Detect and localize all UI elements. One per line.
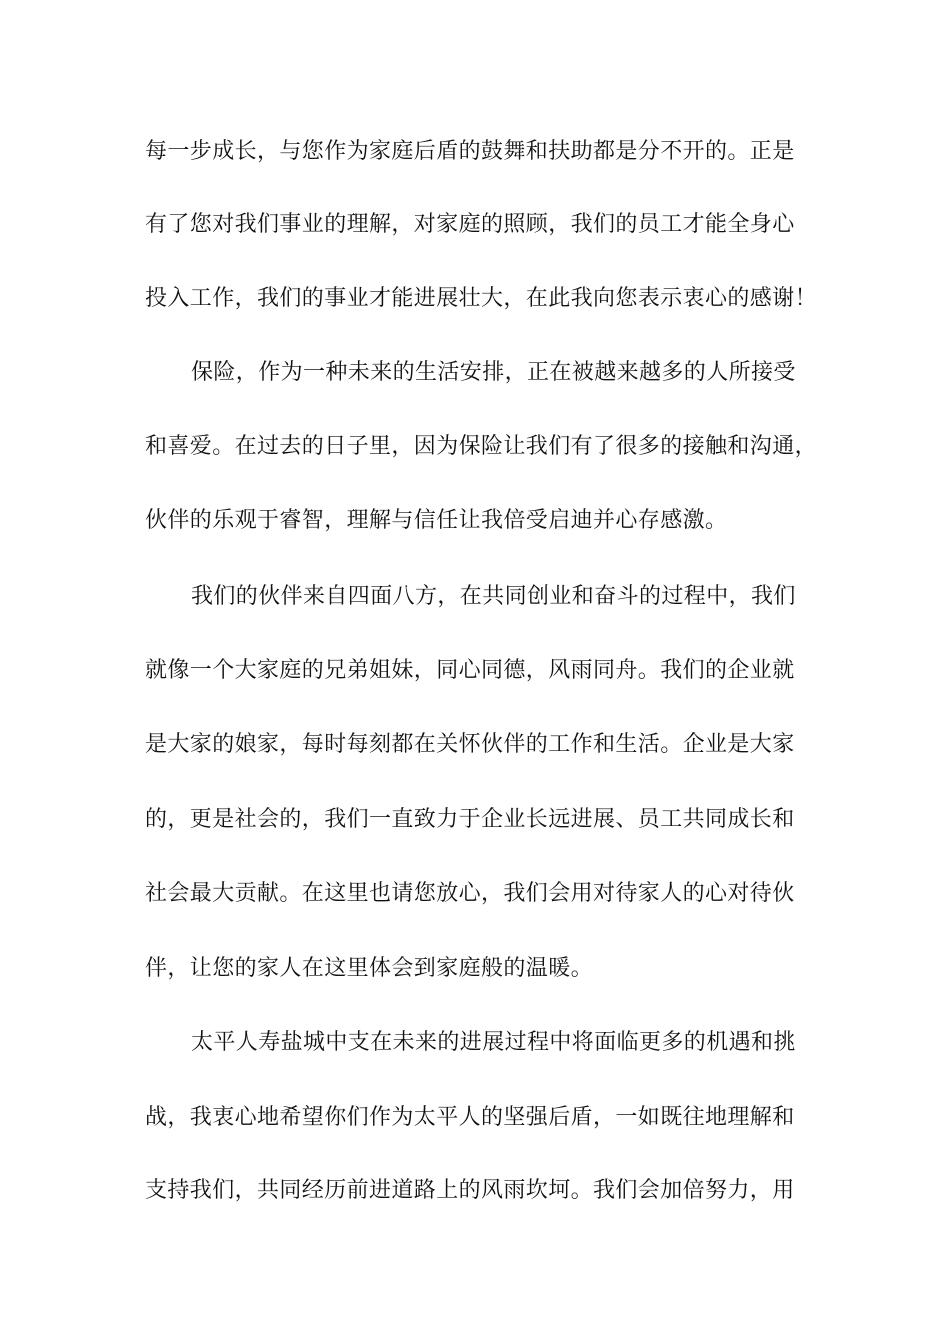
text-line: 投入工作，我们的事业才能进展壮大，在此我向您表示衷心的感谢！ (145, 286, 818, 311)
text-line: 有了您对我们事业的理解，对家庭的照顾，我们的员工才能全身心 (145, 212, 795, 237)
text-line: 就像一个大家庭的兄弟姐妹，同心同德，风雨同舟。我们的企业就 (145, 658, 795, 683)
text-line: 社会最大贡献。在这里也请您放心，我们会用对待家人的心对待伙 (145, 881, 795, 906)
text-line: 每一步成长，与您作为家庭后盾的鼓舞和扶助都是分不开的。正是 (145, 139, 795, 164)
text-line: 支持我们，共同经历前进道路上的风雨坎坷。我们会加倍努力，用 (145, 1178, 795, 1203)
text-line: 的，更是社会的，我们一直致力于企业长远进展、员工共同成长和 (145, 807, 795, 832)
text-line: 伙伴的乐观于睿智，理解与信任让我倍受启迪并心存感激。 (145, 508, 728, 533)
text-line: 和喜爱。在过去的日子里，因为保险让我们有了很多的接触和沟通， (145, 434, 818, 459)
text-line: 是大家的娘家，每时每刻都在关怀伙伴的工作和生活。企业是大家 (145, 732, 795, 757)
text-line: 战，我衷心地希望你们作为太平人的坚强后盾，一如既往地理解和 (145, 1105, 795, 1130)
paragraph-start-line: 我们的伙伴来自四面八方，在共同创业和奋斗的过程中，我们 (191, 584, 796, 609)
text-line: 伴，让您的家人在这里体会到家庭般的温暖。 (145, 956, 594, 981)
paragraph-start-line: 太平人寿盐城中支在未来的进展过程中将面临更多的机遇和挑 (191, 1030, 796, 1055)
paragraph-start-line: 保险，作为一种未来的生活安排，正在被越来越多的人所接受 (191, 360, 796, 385)
